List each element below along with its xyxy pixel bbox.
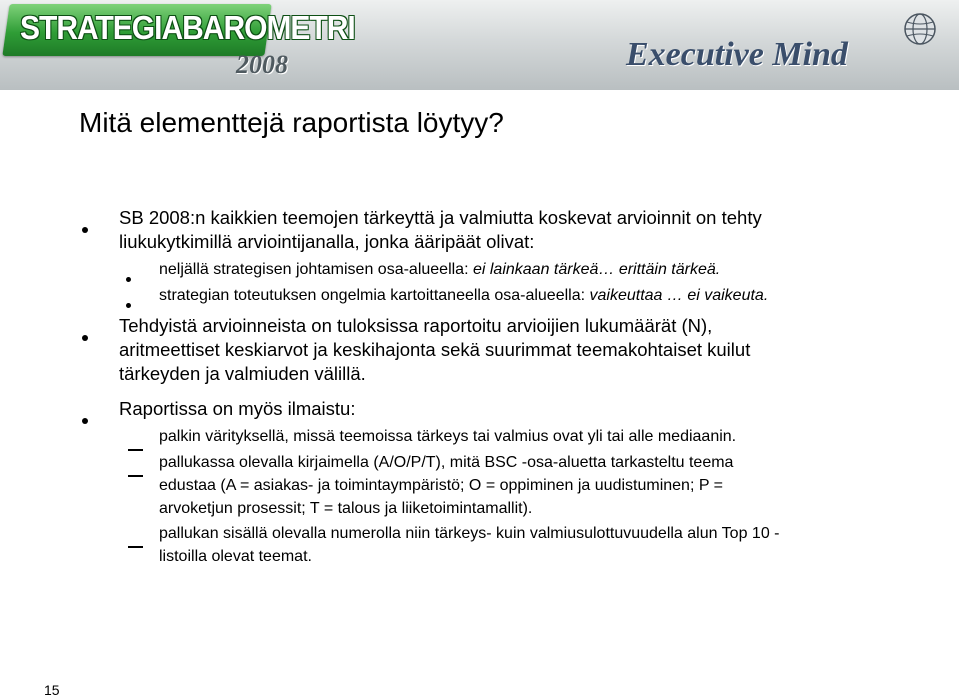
bullet-dot — [82, 406, 88, 430]
bullet-1-line-2: liukukytkimillä arviointijanalla, jonka ääripäät olivat: — [119, 231, 535, 252]
bullet-1-sub-1-scale: ei lainkaan tärkeä… erittäin tärkeä. — [472, 261, 721, 278]
dash-marker — [128, 461, 143, 484]
bullet-dot — [82, 215, 88, 239]
globe-icon — [903, 12, 937, 46]
bullet-3-sub-3-line-1: pallukan sisällä olevalla numerolla niin tärkeys- kuin valmiusulottuvuudella alun Top 10 - — [159, 525, 780, 542]
bullet-1 — [82, 206, 942, 254]
bullet-3-line-1: Raportissa on myös ilmaistu: — [119, 398, 356, 419]
sub-bullet-dot — [126, 292, 131, 315]
bullet-3-sub-2-line-1: pallukassa olevalla kirjaimella (A/O/P/T), mitä BSC -osa-aluetta tarkasteltu teema — [159, 454, 734, 471]
dash-marker — [128, 532, 143, 555]
bullet-3 — [82, 397, 942, 421]
page-number: 15 — [44, 682, 60, 698]
bullet-1-sub-1 — [126, 258, 926, 281]
logo-year: 2008 — [236, 50, 288, 79]
bullet-3-sub-1-text: palkin värityksellä, missä teemoissa tärkeys tai valmius ovat yli tai alle mediaanin. — [159, 428, 737, 445]
bullet-2-line-3: tärkeyden ja valmiuden välillä. — [119, 363, 366, 384]
logo-text: STRATEGIABAROMETRI — [20, 10, 355, 47]
bullet-3-sub-1 — [128, 425, 928, 448]
bullet-3-sub-3-line-2: listoilla olevat teemat. — [159, 548, 312, 565]
header-banner — [0, 0, 959, 90]
bullet-1-sub-2 — [126, 284, 926, 307]
slide-title: Mitä elementtejä raportista löytyy? — [79, 107, 504, 138]
bullet-1-sub-1-text: neljällä strategisen johtamisen osa-alueella: — [159, 261, 473, 278]
bullet-1-sub-2-text: strategian toteutuksen ongelmia kartoittaneella osa-alueella: — [159, 287, 590, 304]
bullet-3-sub-3 — [128, 522, 928, 568]
bullet-3-sub-2 — [128, 451, 928, 520]
bullet-2-line-1: Tehdyistä arvioinneista on tuloksissa raportoitu arvioijien lukumäärät (N), — [119, 315, 713, 336]
bullet-3-sub-2-line-3: arvoketjun prosessit; T = talous ja liiketoimintamallit). — [159, 500, 533, 517]
bullet-1-line-1: SB 2008:n kaikkien teemojen tärkeyttä ja valmiutta koskevat arvioinnit on tehty — [119, 207, 762, 228]
executive-mind-brand: Executive Mind — [626, 36, 848, 73]
bullet-2 — [82, 314, 942, 386]
bullet-3-sub-2-line-2: edustaa (A = asiakas- ja toimintaympäristö; O = oppiminen ja uudistuminen; P = — [159, 477, 724, 494]
bullet-1-sub-2-scale: vaikeuttaa … ei vaikeuta. — [589, 287, 769, 304]
bullet-dot — [82, 323, 88, 347]
bullet-2-line-2: aritmeettiset keskiarvot ja keskihajonta sekä suurimmat teemakohtaiset kuilut — [119, 339, 751, 360]
